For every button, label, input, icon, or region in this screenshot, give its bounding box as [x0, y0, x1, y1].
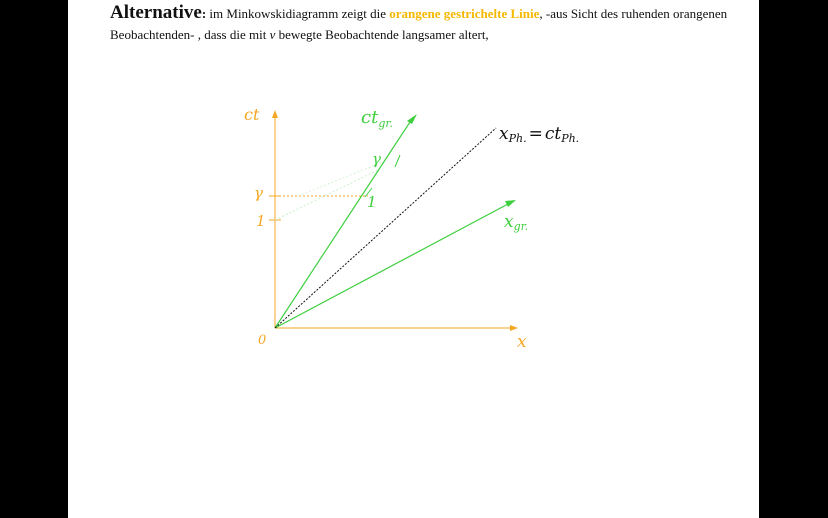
photon-eq: =: [528, 124, 543, 144]
x-gr-arrowhead: [505, 200, 516, 207]
ct-gr-label: [361, 107, 393, 130]
ct-gr-one-label: 1: [367, 193, 377, 211]
x-axis-arrowhead: [510, 325, 518, 331]
ct-gr-axis: [275, 122, 410, 328]
ct-gr-label-base: ct: [361, 107, 379, 128]
heading-velocity-symbol: v: [269, 27, 276, 42]
ct-axis-arrowhead: [272, 110, 278, 118]
ct-gr-tick-gamma: [395, 155, 400, 167]
x-gr-label-base: x: [504, 212, 514, 232]
heading-highlight: orangene gestrichelte Linie: [389, 6, 540, 21]
ct-gr-label-sub: gr.: [378, 117, 393, 130]
ct-gr-gamma-label: γ: [372, 150, 381, 168]
tick-gamma-label: γ: [254, 184, 263, 202]
x-axis-label: x: [517, 332, 527, 352]
heading-colon: :: [201, 6, 207, 21]
photon-ct-sub: Ph.: [561, 132, 580, 145]
photon-label: [499, 124, 579, 145]
heading-text-2: , -aus Sicht des ruhenden orangenen Beobachtenden- , dass die mit: [110, 6, 728, 42]
x-gr-label: [504, 212, 528, 233]
minkowski-diagram: [68, 0, 759, 518]
photon-x-sub: Ph.: [508, 132, 527, 145]
x-gr-axis: [275, 204, 508, 328]
photon-ct-base: ct: [544, 124, 562, 144]
ct-gr-arrowhead: [407, 114, 417, 124]
ct-axis-label: ct: [244, 105, 260, 124]
origin-label: 0: [258, 333, 267, 348]
heading-text-3: bewegte Beobachtende langsamer altert,: [275, 27, 489, 42]
heading-title: Alternative: [110, 2, 202, 23]
slide: [68, 0, 759, 518]
photon-x-base: x: [499, 124, 509, 144]
x-gr-label-sub: gr.: [513, 220, 529, 233]
tick-one-label: 1: [256, 212, 266, 230]
heading-text-1: im Minkowskidiagramm zeigt die: [206, 6, 390, 21]
